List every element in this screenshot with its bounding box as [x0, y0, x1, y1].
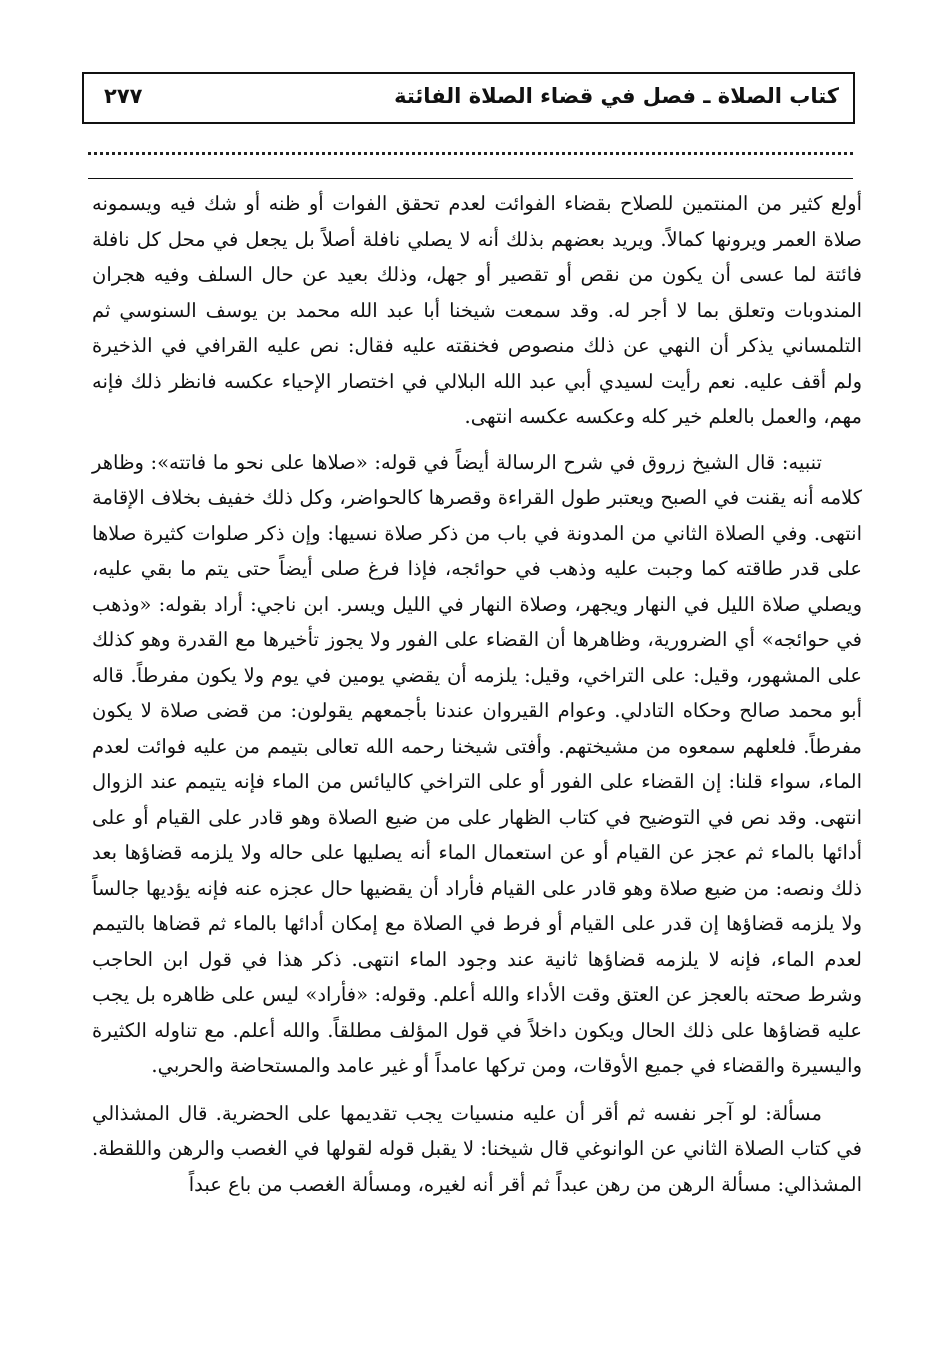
paragraph: تنبيه: قال الشيخ زروق في شرح الرسالة أيضاً في قوله: «صلاها على نحو ما فاتته»: وظاهر كلامه أنه يقنت في الصبح ويعتبر طول القراءة وقصرها كالحواضر، وكل ذلك خفيف بخلاف الإقامة انتهى. وفي الصلاة الثاني من المدونة في باب من ذكر صلاة نسيها: وإن ذكر صلوات كثيرة صلاها على قدر طاقته كما وجبت عليه وذهب في حوائجه، فإذا فرغ صلى أيضاً حتى يتم ما بقي عليه، ويصلي صلاة الليل في النهار ويجهر، وصلاة النهار في الليل ويسر. ابن ناجي: أراد بقوله: «وذهب في حوائجه» أي الضرورية، وظاهرها أن القضاء على الفور ولا يجوز تأخيرها مع القدرة وهو كذلك على المشهور، وقيل: على التراخي، وقيل: يلزمه أن يقضي يومين في يوم ولا يكون مفرطاً. قاله أبو محمد صالح وحكاه التادلي. وعوام القيروان عندنا بأجمعهم يقولون: من قضى صلاة لا يكون مفرطاً. فلعلهم سمعوه من مشيختهم. وأفتى شيخنا رحمه الله تعالى بتيمم من عليه فوائت لعدم الماء، سواء قلنا: إن القضاء على الفور أو على التراخي كاليائس من الماء فإنه يتيمم عند الزوال انتهى. وقد نص في التوضيح في كتاب الظهار على من ضيع الصلاة وهو قادر على القيام أو على أدائها بالماء ثم عجز عن القيام أو عن استعمال الماء أنه يصليها على حاله ولا يلزمه قضاؤها بعد ذلك ونصه: من ضيع صلاة وهو قادر على القيام فأراد أن يقضيها حال عجزه عنه فإنه يؤديها جالساً ولا يلزمه قضاؤها إن قدر على القيام أو فرط في الصلاة مع إمكان أدائها بالماء ثم قضاها بالتيمم لعدم الماء، فإنه لا يلزمه قضاؤها ثانية عند وجود الماء انتهى. ذكر هذا في قول ابن الحاجب وشرط صحته بالعجز عن العتق وقت الأداء والله أعلم. وقوله: «فأراد» ليس على ظاهره بل يجب عليه قضاؤها على ذلك الحال ويكون داخلاً في قول المؤلف مطلقاً. والله أعلم. مع تناوله الكثيرة واليسيرة والقضاء في جميع الأوقات، ومن تركها عامداً أو غير عامد والمستحاضة والحربي. [92, 450, 862, 1077]
paragraph: مسألة: لو آجر نفسه ثم أقر أن عليه منسيات يجب تقديمها على الحضرية. قال المشذالي في كتاب الصلاة الثاني عن الوانوغي قال شيخنا: لا يقبل قوله لقولها في الغصب والرهن واللقطة. المشذالي: مسألة الرهن من رهن عبداً ثم أقر أنه لغيره، ومسألة الغصب من باع عبداً [92, 1101, 862, 1196]
running-header [82, 72, 855, 124]
paragraph: أولع كثير من المنتمين للصلاح بقضاء الفوائت لعدم تحقق الفوات أو ظنه أو شك فيه ويسمونه صلاة العمر ويرونها كمالاً. ويريد بعضهم بذلك أنه لا يصلي نافلة أصلاً بل يجعل في محل كل نافلة فائتة لما عسى أن يكون من نقص أو تقصير أو جهل، وذلك بعيد عن حال السلف وفيه هجران المندوبات وتعلق بما لا أجر له. وقد سمعت شيخنا أبا عبد الله محمد بن يوسف السنوسي ثم التلمساني يذكر أن النهي عن ذلك منصوص فخنقته عليه فقال: نص عليه القرافي في الذخيرة ولم أقف عليه. نعم رأيت لسيدي أبي عبد الله البلالي في اختصار الإحياء عكسه فانظر ذلك فإنه مهم، والعمل بالعلم خير كله وعكسه عكسه انتهى. [92, 192, 862, 428]
page-number: ٢٧٧ [104, 84, 143, 108]
header-title: كتاب الصلاة ـ فصل في قضاء الصلاة الفائتة [394, 84, 839, 108]
dotted-separator [88, 152, 853, 155]
header-rule [88, 178, 853, 179]
main-text [92, 186, 862, 1202]
